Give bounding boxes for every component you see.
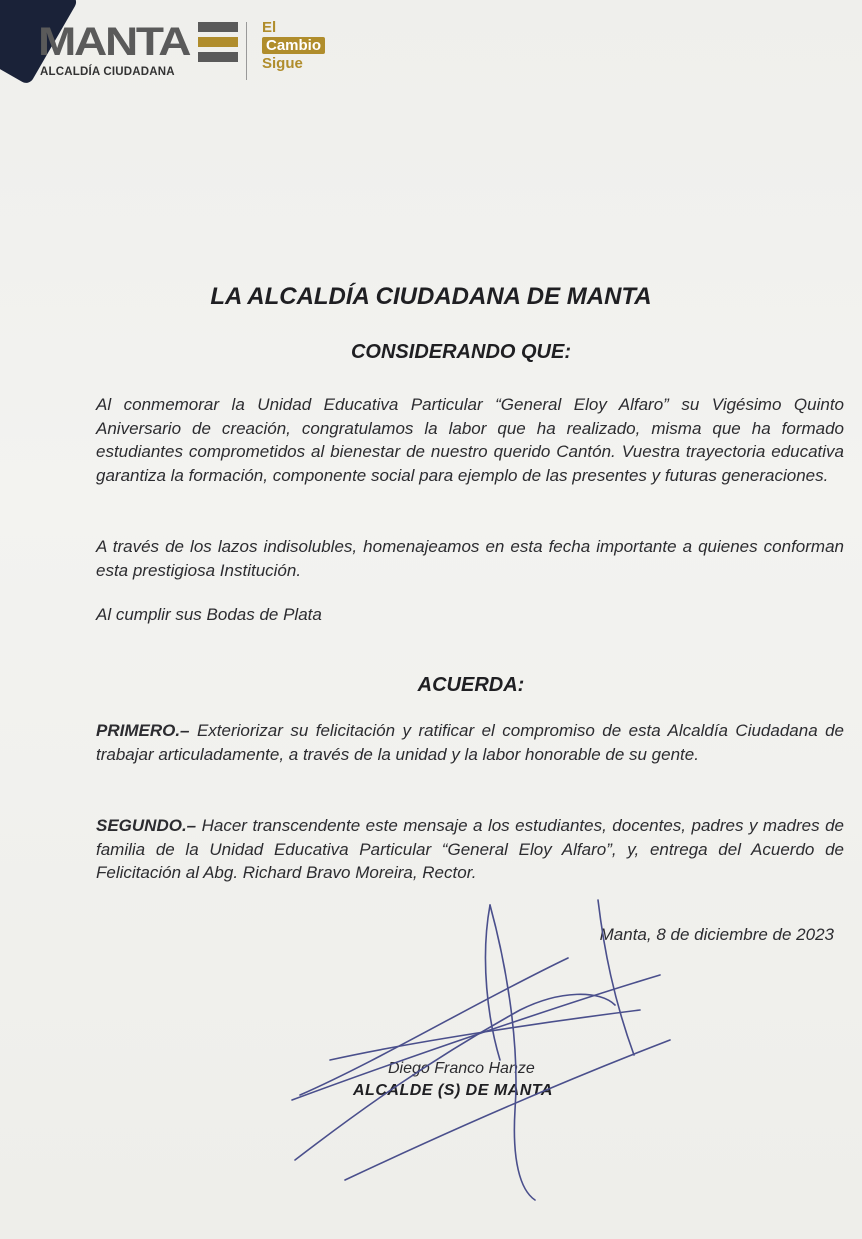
primero-label: PRIMERO.– bbox=[96, 721, 190, 740]
slogan-line-2: Cambio bbox=[262, 37, 325, 54]
document-date: Manta, 8 de diciembre de 2023 bbox=[599, 925, 834, 944]
signer-office: ALCALDE (S) DE MANTA bbox=[353, 1082, 553, 1099]
segundo-text: Hacer transcendente este mensaje a los estudiantes, docentes, padres y madres de familia de la Unidad Educativa Particular “General Eloy Alfaro”, y, entrega del Acuerdo de Felicitación al Abg. Richard Bravo Moreira, Rector. bbox=[96, 816, 844, 882]
segundo-label: SEGUNDO.– bbox=[96, 816, 197, 835]
alcaldia-logo bbox=[38, 18, 368, 88]
logo-bars bbox=[198, 22, 238, 67]
slogan-line-3: Sigue bbox=[262, 55, 303, 72]
primero-text: Exteriorizar su felicitación y ratificar el compromiso de esta Alcaldía Ciudadana de trabajar articuladamente, a través de la unidad y la labor honorable de su gente. bbox=[96, 721, 844, 764]
acuerda-heading: ACUERDA: bbox=[417, 674, 525, 696]
paragraph-3: Al cumplir sus Bodas de Plata bbox=[96, 605, 322, 624]
document-title: LA ALCALDÍA CIUDADANA DE MANTA bbox=[210, 283, 652, 310]
slogan bbox=[262, 20, 325, 71]
segundo-clause bbox=[96, 814, 844, 885]
paragraph-2: A través de los lazos indisolubles, homenajeamos en esta fecha importante a quienes conforman esta prestigiosa Institución. bbox=[96, 537, 844, 580]
logo-subtitle: ALCALDÍA CIUDADANA bbox=[40, 66, 175, 78]
considerando-heading: CONSIDERANDO QUE: bbox=[350, 341, 571, 363]
logo-divider bbox=[246, 22, 247, 80]
logo-wordmark: MANTA bbox=[38, 20, 190, 64]
primero-clause bbox=[96, 719, 844, 766]
paragraph-1: Al conmemorar la Unidad Educativa Particular “General Eloy Alfaro” su Vigésimo Quinto Aniversario de creación, congratulamos la labor que ha realizado, misma que ha formado estudiantes comprometidos al bienestar de nuestro querido Cantón. Vuestra trayectoria educativa garantiza la formación, componente social para ejemplo de las presentes y futuras generaciones. bbox=[96, 395, 844, 485]
signer-name: Diego Franco Hanze bbox=[388, 1060, 535, 1077]
slogan-line-1: El bbox=[262, 19, 277, 36]
